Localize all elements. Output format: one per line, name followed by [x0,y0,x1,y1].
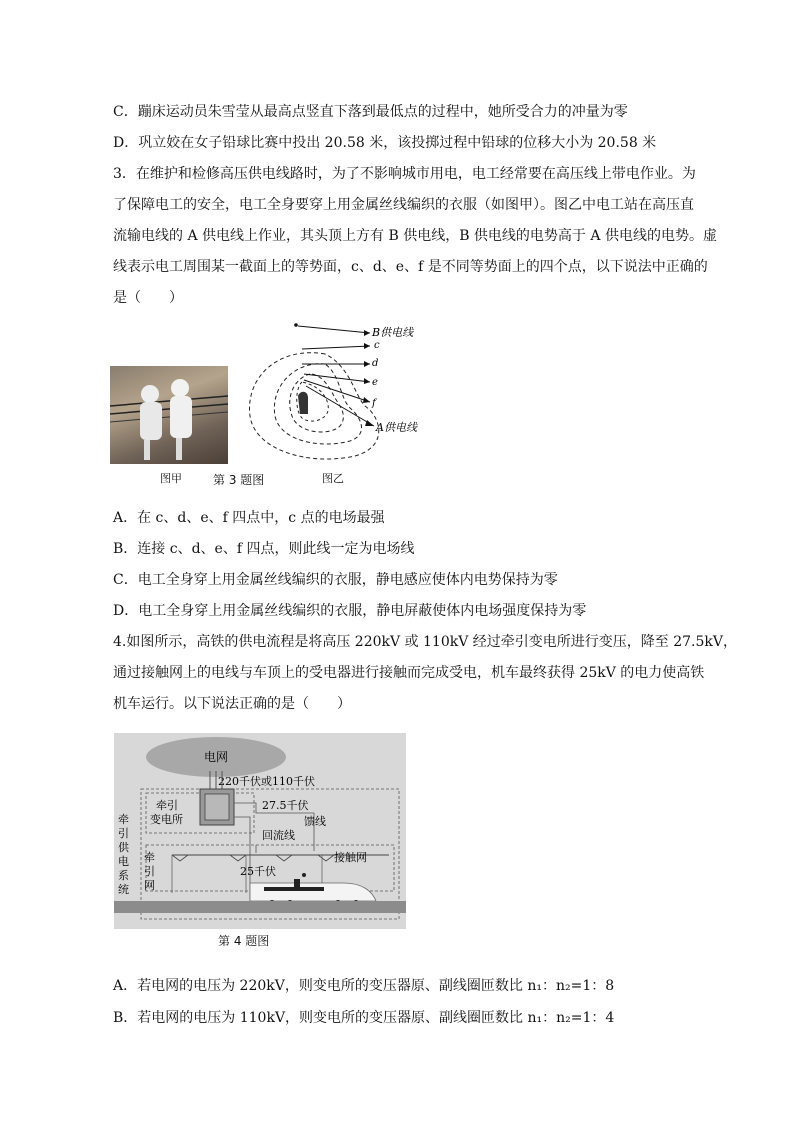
sys-label-2: 引 [118,827,129,840]
sys-label-4: 电 [118,855,129,868]
catenary-label: 接触网 [334,851,367,864]
point-c-label: c [374,340,380,351]
net-label-1: 牵 [144,851,155,864]
question-3-line-2: 了保障电工的安全，电工全身要穿上用金属丝线编织的衣服（如图甲）。图乙中电工站在高压直 [113,197,694,213]
point-e-label: e [372,377,378,388]
question-4-line-1: 4.如图所示，高铁的供电流程是将高压 220kV 或 110kV 经过牵引变电所进行变压，降至 27.5kV， [113,634,738,650]
q3-option-b: B．连接 c、d、e、f 四点，则此线一定为电场线 [113,541,415,557]
grid-label: 电网 [204,750,229,764]
electrician-photo [110,366,228,464]
question-4-line-3: 机车运行。以下说法正确的是（ ） [113,696,351,712]
a-line-label: A供电线 [376,421,417,434]
question-3-line-5: 是（ ） [113,290,183,306]
rail-power-diagram [114,733,406,929]
q4-option-b: B．若电网的电压为 110kV，则变电所的变压器原、副线圈匝数比 n₁：n₂=1：4 [113,1010,615,1026]
v275-label: 27.5千伏 [262,799,309,812]
option-d-prev: D．巩立姣在女子铅球比赛中投出 20.58 米，该投掷过程中铅球的位移大小为 20.58 米 [113,135,657,151]
q3-option-d: D．电工全身穿上用金属丝线编织的衣服，静电屏蔽使体内电场强度保持为零 [113,603,587,619]
feeder-label: 馈线 [304,815,326,828]
fig3-label-jia: 图甲 [160,472,182,485]
substation-label-1: 牵引 [156,799,178,812]
point-d-label: d [372,358,379,369]
q3-option-c: C．电工全身穿上用金属丝线编织的衣服，静电感应使体内电势保持为零 [113,572,558,588]
sys-label-3: 供 [118,841,129,854]
net-label-3: 网 [144,879,155,892]
return-label: 回流线 [262,829,295,842]
q3-option-a: A．在 c、d、e、f 四点中，c 点的电场最强 [113,510,385,526]
point-f-label: f [372,398,376,409]
option-c-prev: C．蹦床运动员朱雪莹从最高点竖直下落到最低点的过程中，她所受合力的冲量为零 [113,104,628,120]
sys-label-6: 统 [118,883,129,896]
equipotential-diagram [240,316,430,476]
question-3-line-1: 3．在维护和检修高压供电线路时，为了不影响城市用电，电工经常要在高压线上带电作业。为 [113,166,696,182]
fig3-caption: 第 3 题图 [213,473,265,487]
sys-label-1: 牵 [118,813,129,826]
fig3-label-yi: 图乙 [322,472,344,485]
electrician-photo-art [110,366,228,464]
v25-label: 25千伏 [240,865,276,878]
sys-label-5: 系 [118,869,129,882]
q4-option-a: A．若电网的电压为 220kV，则变电所的变压器原、副线圈匝数比 n₁：n₂=1：8 [113,978,615,994]
net-label-2: 引 [144,865,155,878]
substation-label-2: 变电所 [150,813,183,826]
question-3-line-3: 流输电线的 A 供电线上作业，其头顶上方有 B 供电线，B 供电线的电势高于 A 供电线的电势。虚 [113,228,717,244]
question-3-line-4: 线表示电工周围某一截面上的等势面，c、d、e、f 是不同等势面上的四个点，以下说法中正确的 [113,259,708,275]
voltage-in-label: 220千伏或110千伏 [218,775,315,788]
fig4-caption: 第 4 题图 [218,934,270,948]
question-4-line-2: 通过接触网上的电线与车顶上的受电器进行接触而完成受电，机车最终获得 25kV 的电力使高铁 [113,665,705,681]
b-line-label: B供电线 [372,326,414,339]
